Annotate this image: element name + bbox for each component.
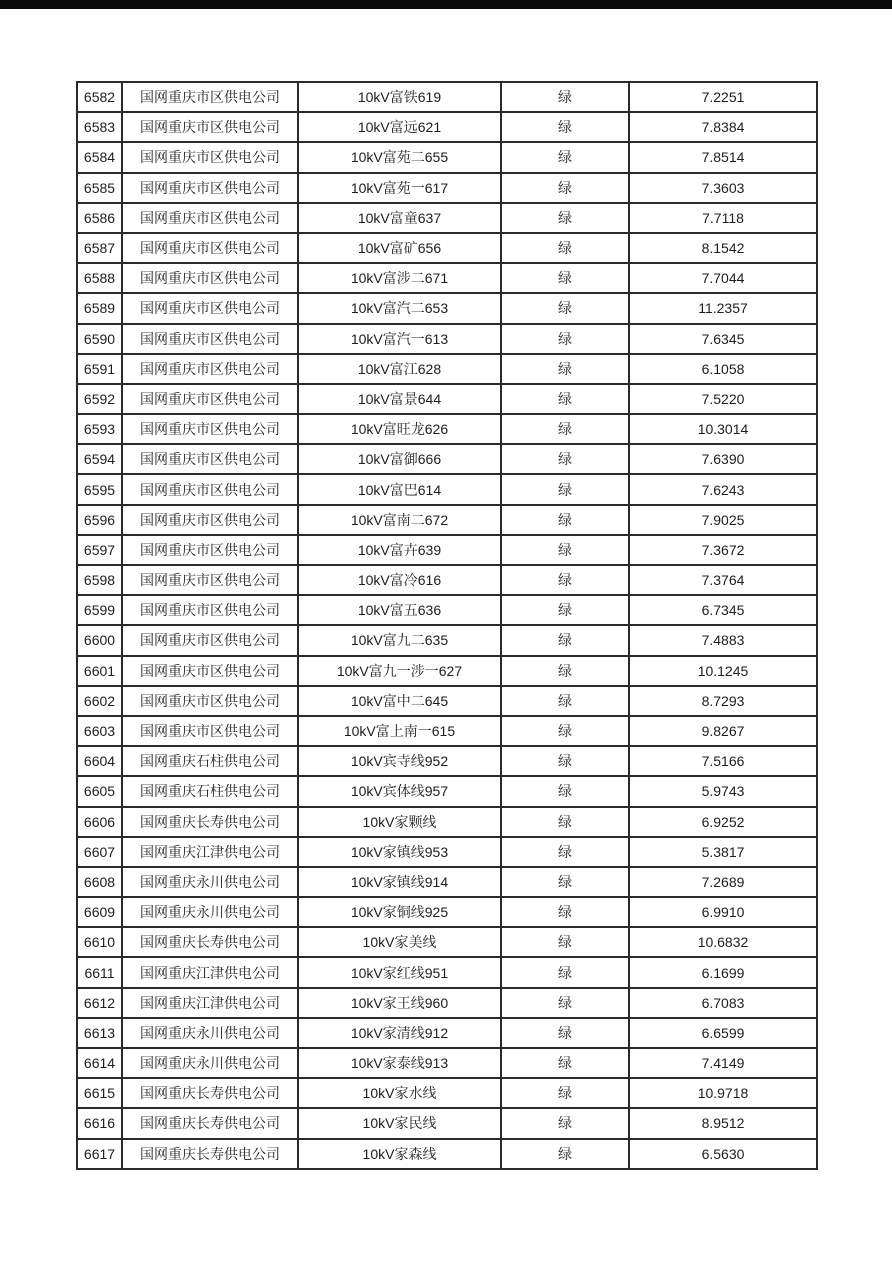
cell-serial-number: 6584 bbox=[77, 142, 122, 172]
cell-serial-number: 6616 bbox=[77, 1108, 122, 1138]
cell-line-name: 10kV富中二645 bbox=[298, 686, 501, 716]
cell-line-name: 10kV富旺龙626 bbox=[298, 414, 501, 444]
cell-serial-number: 6612 bbox=[77, 988, 122, 1018]
cell-company-name: 国网重庆市区供电公司 bbox=[122, 233, 298, 263]
cell-status: 绿 bbox=[501, 535, 629, 565]
cell-line-name: 10kV家铜线925 bbox=[298, 897, 501, 927]
table-row bbox=[77, 414, 817, 444]
cell-value: 8.7293 bbox=[629, 686, 817, 716]
cell-value: 7.8514 bbox=[629, 142, 817, 172]
cell-serial-number: 6599 bbox=[77, 595, 122, 625]
cell-serial-number: 6601 bbox=[77, 656, 122, 686]
cell-line-name: 10kV家颗线 bbox=[298, 807, 501, 837]
cell-status: 绿 bbox=[501, 565, 629, 595]
cell-company-name: 国网重庆市区供电公司 bbox=[122, 324, 298, 354]
cell-company-name: 国网重庆市区供电公司 bbox=[122, 625, 298, 655]
cell-value: 6.7083 bbox=[629, 988, 817, 1018]
cell-line-name: 10kV富上南一615 bbox=[298, 716, 501, 746]
table-row bbox=[77, 474, 817, 504]
cell-line-name: 10kV富巴614 bbox=[298, 474, 501, 504]
cell-line-name: 10kV富冷616 bbox=[298, 565, 501, 595]
table-row bbox=[77, 233, 817, 263]
cell-company-name: 国网重庆长寿供电公司 bbox=[122, 1139, 298, 1169]
table-row bbox=[77, 1108, 817, 1138]
cell-company-name: 国网重庆市区供电公司 bbox=[122, 82, 298, 112]
cell-line-name: 10kV富远621 bbox=[298, 112, 501, 142]
cell-status: 绿 bbox=[501, 1139, 629, 1169]
cell-status: 绿 bbox=[501, 867, 629, 897]
cell-status: 绿 bbox=[501, 384, 629, 414]
cell-line-name: 10kV家王线960 bbox=[298, 988, 501, 1018]
table-row bbox=[77, 1048, 817, 1078]
cell-status: 绿 bbox=[501, 686, 629, 716]
cell-line-name: 10kV富苑二655 bbox=[298, 142, 501, 172]
table-row bbox=[77, 142, 817, 172]
cell-serial-number: 6595 bbox=[77, 474, 122, 504]
cell-value: 7.8384 bbox=[629, 112, 817, 142]
cell-value: 10.9718 bbox=[629, 1078, 817, 1108]
cell-serial-number: 6605 bbox=[77, 776, 122, 806]
cell-company-name: 国网重庆市区供电公司 bbox=[122, 263, 298, 293]
cell-company-name: 国网重庆市区供电公司 bbox=[122, 414, 298, 444]
cell-serial-number: 6586 bbox=[77, 203, 122, 233]
cell-value: 6.1699 bbox=[629, 957, 817, 987]
cell-line-name: 10kV宾体线957 bbox=[298, 776, 501, 806]
cell-company-name: 国网重庆市区供电公司 bbox=[122, 535, 298, 565]
cell-status: 绿 bbox=[501, 203, 629, 233]
table-row bbox=[77, 927, 817, 957]
cell-line-name: 10kV富铁619 bbox=[298, 82, 501, 112]
table-row bbox=[77, 173, 817, 203]
cell-line-name: 10kV富江628 bbox=[298, 354, 501, 384]
table-row bbox=[77, 746, 817, 776]
cell-value: 8.9512 bbox=[629, 1108, 817, 1138]
cell-status: 绿 bbox=[501, 927, 629, 957]
table-row bbox=[77, 776, 817, 806]
cell-status: 绿 bbox=[501, 354, 629, 384]
cell-company-name: 国网重庆市区供电公司 bbox=[122, 142, 298, 172]
cell-value: 6.1058 bbox=[629, 354, 817, 384]
cell-status: 绿 bbox=[501, 625, 629, 655]
cell-company-name: 国网重庆江津供电公司 bbox=[122, 957, 298, 987]
cell-value: 10.6832 bbox=[629, 927, 817, 957]
cell-value: 7.6390 bbox=[629, 444, 817, 474]
cell-serial-number: 6602 bbox=[77, 686, 122, 716]
table-row bbox=[77, 988, 817, 1018]
cell-company-name: 国网重庆江津供电公司 bbox=[122, 837, 298, 867]
table-row bbox=[77, 384, 817, 414]
cell-value: 10.3014 bbox=[629, 414, 817, 444]
cell-company-name: 国网重庆市区供电公司 bbox=[122, 173, 298, 203]
cell-company-name: 国网重庆市区供电公司 bbox=[122, 686, 298, 716]
cell-serial-number: 6610 bbox=[77, 927, 122, 957]
cell-line-name: 10kV家森线 bbox=[298, 1139, 501, 1169]
cell-company-name: 国网重庆石柱供电公司 bbox=[122, 746, 298, 776]
cell-line-name: 10kV富卉639 bbox=[298, 535, 501, 565]
cell-serial-number: 6617 bbox=[77, 1139, 122, 1169]
cell-value: 9.8267 bbox=[629, 716, 817, 746]
cell-line-name: 10kV富涉二671 bbox=[298, 263, 501, 293]
cell-line-name: 10kV富五636 bbox=[298, 595, 501, 625]
cell-status: 绿 bbox=[501, 293, 629, 323]
cell-company-name: 国网重庆永川供电公司 bbox=[122, 1048, 298, 1078]
cell-company-name: 国网重庆市区供电公司 bbox=[122, 565, 298, 595]
cell-line-name: 10kV富童637 bbox=[298, 203, 501, 233]
cell-serial-number: 6583 bbox=[77, 112, 122, 142]
table-row bbox=[77, 203, 817, 233]
table-row bbox=[77, 1139, 817, 1169]
table-row bbox=[77, 354, 817, 384]
cell-serial-number: 6588 bbox=[77, 263, 122, 293]
cell-status: 绿 bbox=[501, 716, 629, 746]
cell-value: 7.7118 bbox=[629, 203, 817, 233]
cell-value: 5.3817 bbox=[629, 837, 817, 867]
cell-value: 7.9025 bbox=[629, 505, 817, 535]
cell-status: 绿 bbox=[501, 656, 629, 686]
cell-serial-number: 6589 bbox=[77, 293, 122, 323]
cell-value: 7.6243 bbox=[629, 474, 817, 504]
cell-value: 6.6599 bbox=[629, 1018, 817, 1048]
top-black-bar bbox=[0, 0, 892, 9]
cell-company-name: 国网重庆石柱供电公司 bbox=[122, 776, 298, 806]
cell-serial-number: 6600 bbox=[77, 625, 122, 655]
table-row bbox=[77, 263, 817, 293]
cell-status: 绿 bbox=[501, 324, 629, 354]
cell-company-name: 国网重庆长寿供电公司 bbox=[122, 927, 298, 957]
cell-line-name: 10kV家民线 bbox=[298, 1108, 501, 1138]
cell-value: 5.9743 bbox=[629, 776, 817, 806]
cell-value: 7.5166 bbox=[629, 746, 817, 776]
cell-line-name: 10kV家清线912 bbox=[298, 1018, 501, 1048]
table-row bbox=[77, 444, 817, 474]
cell-serial-number: 6596 bbox=[77, 505, 122, 535]
table-row bbox=[77, 595, 817, 625]
cell-serial-number: 6611 bbox=[77, 957, 122, 987]
cell-line-name: 10kV富汽一613 bbox=[298, 324, 501, 354]
cell-company-name: 国网重庆江津供电公司 bbox=[122, 988, 298, 1018]
cell-status: 绿 bbox=[501, 1078, 629, 1108]
cell-company-name: 国网重庆永川供电公司 bbox=[122, 897, 298, 927]
table-row bbox=[77, 1078, 817, 1108]
cell-status: 绿 bbox=[501, 897, 629, 927]
cell-value: 7.2251 bbox=[629, 82, 817, 112]
cell-status: 绿 bbox=[501, 957, 629, 987]
cell-serial-number: 6592 bbox=[77, 384, 122, 414]
cell-company-name: 国网重庆市区供电公司 bbox=[122, 112, 298, 142]
cell-serial-number: 6598 bbox=[77, 565, 122, 595]
table-row bbox=[77, 807, 817, 837]
cell-status: 绿 bbox=[501, 988, 629, 1018]
power-line-table bbox=[76, 81, 818, 1170]
cell-value: 7.5220 bbox=[629, 384, 817, 414]
cell-serial-number: 6615 bbox=[77, 1078, 122, 1108]
table-row bbox=[77, 535, 817, 565]
cell-company-name: 国网重庆市区供电公司 bbox=[122, 444, 298, 474]
cell-serial-number: 6590 bbox=[77, 324, 122, 354]
cell-line-name: 10kV富南二672 bbox=[298, 505, 501, 535]
cell-line-name: 10kV富御666 bbox=[298, 444, 501, 474]
cell-company-name: 国网重庆市区供电公司 bbox=[122, 716, 298, 746]
cell-serial-number: 6609 bbox=[77, 897, 122, 927]
table-row bbox=[77, 505, 817, 535]
cell-serial-number: 6593 bbox=[77, 414, 122, 444]
cell-status: 绿 bbox=[501, 263, 629, 293]
cell-line-name: 10kV富矿656 bbox=[298, 233, 501, 263]
cell-status: 绿 bbox=[501, 776, 629, 806]
cell-company-name: 国网重庆永川供电公司 bbox=[122, 1018, 298, 1048]
cell-serial-number: 6594 bbox=[77, 444, 122, 474]
table-row bbox=[77, 716, 817, 746]
cell-value: 6.5630 bbox=[629, 1139, 817, 1169]
cell-line-name: 10kV家镇线953 bbox=[298, 837, 501, 867]
cell-company-name: 国网重庆市区供电公司 bbox=[122, 505, 298, 535]
cell-company-name: 国网重庆长寿供电公司 bbox=[122, 1078, 298, 1108]
cell-serial-number: 6582 bbox=[77, 82, 122, 112]
cell-status: 绿 bbox=[501, 505, 629, 535]
cell-value: 7.2689 bbox=[629, 867, 817, 897]
table-row bbox=[77, 565, 817, 595]
cell-status: 绿 bbox=[501, 112, 629, 142]
cell-value: 7.6345 bbox=[629, 324, 817, 354]
cell-value: 7.4149 bbox=[629, 1048, 817, 1078]
cell-company-name: 国网重庆长寿供电公司 bbox=[122, 1108, 298, 1138]
cell-value: 7.7044 bbox=[629, 263, 817, 293]
cell-serial-number: 6585 bbox=[77, 173, 122, 203]
cell-line-name: 10kV家镇线914 bbox=[298, 867, 501, 897]
cell-line-name: 10kV宾寺线952 bbox=[298, 746, 501, 776]
cell-line-name: 10kV富景644 bbox=[298, 384, 501, 414]
cell-company-name: 国网重庆市区供电公司 bbox=[122, 656, 298, 686]
cell-company-name: 国网重庆市区供电公司 bbox=[122, 354, 298, 384]
cell-status: 绿 bbox=[501, 444, 629, 474]
cell-status: 绿 bbox=[501, 474, 629, 504]
cell-company-name: 国网重庆市区供电公司 bbox=[122, 293, 298, 323]
cell-status: 绿 bbox=[501, 1018, 629, 1048]
cell-value: 10.1245 bbox=[629, 656, 817, 686]
cell-company-name: 国网重庆市区供电公司 bbox=[122, 384, 298, 414]
cell-serial-number: 6597 bbox=[77, 535, 122, 565]
cell-value: 6.9252 bbox=[629, 807, 817, 837]
cell-status: 绿 bbox=[501, 746, 629, 776]
cell-value: 7.3672 bbox=[629, 535, 817, 565]
table-row bbox=[77, 324, 817, 354]
cell-value: 8.1542 bbox=[629, 233, 817, 263]
cell-status: 绿 bbox=[501, 595, 629, 625]
cell-serial-number: 6614 bbox=[77, 1048, 122, 1078]
table-row bbox=[77, 625, 817, 655]
cell-status: 绿 bbox=[501, 173, 629, 203]
cell-serial-number: 6606 bbox=[77, 807, 122, 837]
cell-serial-number: 6603 bbox=[77, 716, 122, 746]
cell-value: 7.3603 bbox=[629, 173, 817, 203]
cell-status: 绿 bbox=[501, 82, 629, 112]
cell-line-name: 10kV富汽二653 bbox=[298, 293, 501, 323]
cell-status: 绿 bbox=[501, 233, 629, 263]
cell-line-name: 10kV富九二635 bbox=[298, 625, 501, 655]
table-row bbox=[77, 112, 817, 142]
cell-line-name: 10kV富九一涉一627 bbox=[298, 656, 501, 686]
table-row bbox=[77, 837, 817, 867]
table-row bbox=[77, 82, 817, 112]
table-row bbox=[77, 957, 817, 987]
cell-line-name: 10kV家美线 bbox=[298, 927, 501, 957]
table-row bbox=[77, 897, 817, 927]
cell-serial-number: 6608 bbox=[77, 867, 122, 897]
cell-company-name: 国网重庆市区供电公司 bbox=[122, 474, 298, 504]
cell-status: 绿 bbox=[501, 1048, 629, 1078]
cell-company-name: 国网重庆永川供电公司 bbox=[122, 867, 298, 897]
cell-line-name: 10kV富苑一617 bbox=[298, 173, 501, 203]
cell-serial-number: 6604 bbox=[77, 746, 122, 776]
cell-value: 11.2357 bbox=[629, 293, 817, 323]
cell-status: 绿 bbox=[501, 1108, 629, 1138]
cell-line-name: 10kV家泰线913 bbox=[298, 1048, 501, 1078]
cell-company-name: 国网重庆长寿供电公司 bbox=[122, 807, 298, 837]
table-row bbox=[77, 293, 817, 323]
table-row bbox=[77, 867, 817, 897]
cell-company-name: 国网重庆市区供电公司 bbox=[122, 595, 298, 625]
table-row bbox=[77, 1018, 817, 1048]
cell-value: 7.4883 bbox=[629, 625, 817, 655]
cell-serial-number: 6587 bbox=[77, 233, 122, 263]
cell-value: 6.7345 bbox=[629, 595, 817, 625]
cell-status: 绿 bbox=[501, 837, 629, 867]
cell-company-name: 国网重庆市区供电公司 bbox=[122, 203, 298, 233]
cell-status: 绿 bbox=[501, 414, 629, 444]
table-row bbox=[77, 686, 817, 716]
cell-serial-number: 6613 bbox=[77, 1018, 122, 1048]
cell-status: 绿 bbox=[501, 142, 629, 172]
cell-serial-number: 6607 bbox=[77, 837, 122, 867]
cell-value: 6.9910 bbox=[629, 897, 817, 927]
cell-status: 绿 bbox=[501, 807, 629, 837]
cell-line-name: 10kV家水线 bbox=[298, 1078, 501, 1108]
cell-serial-number: 6591 bbox=[77, 354, 122, 384]
table-row bbox=[77, 656, 817, 686]
cell-value: 7.3764 bbox=[629, 565, 817, 595]
cell-line-name: 10kV家红线951 bbox=[298, 957, 501, 987]
